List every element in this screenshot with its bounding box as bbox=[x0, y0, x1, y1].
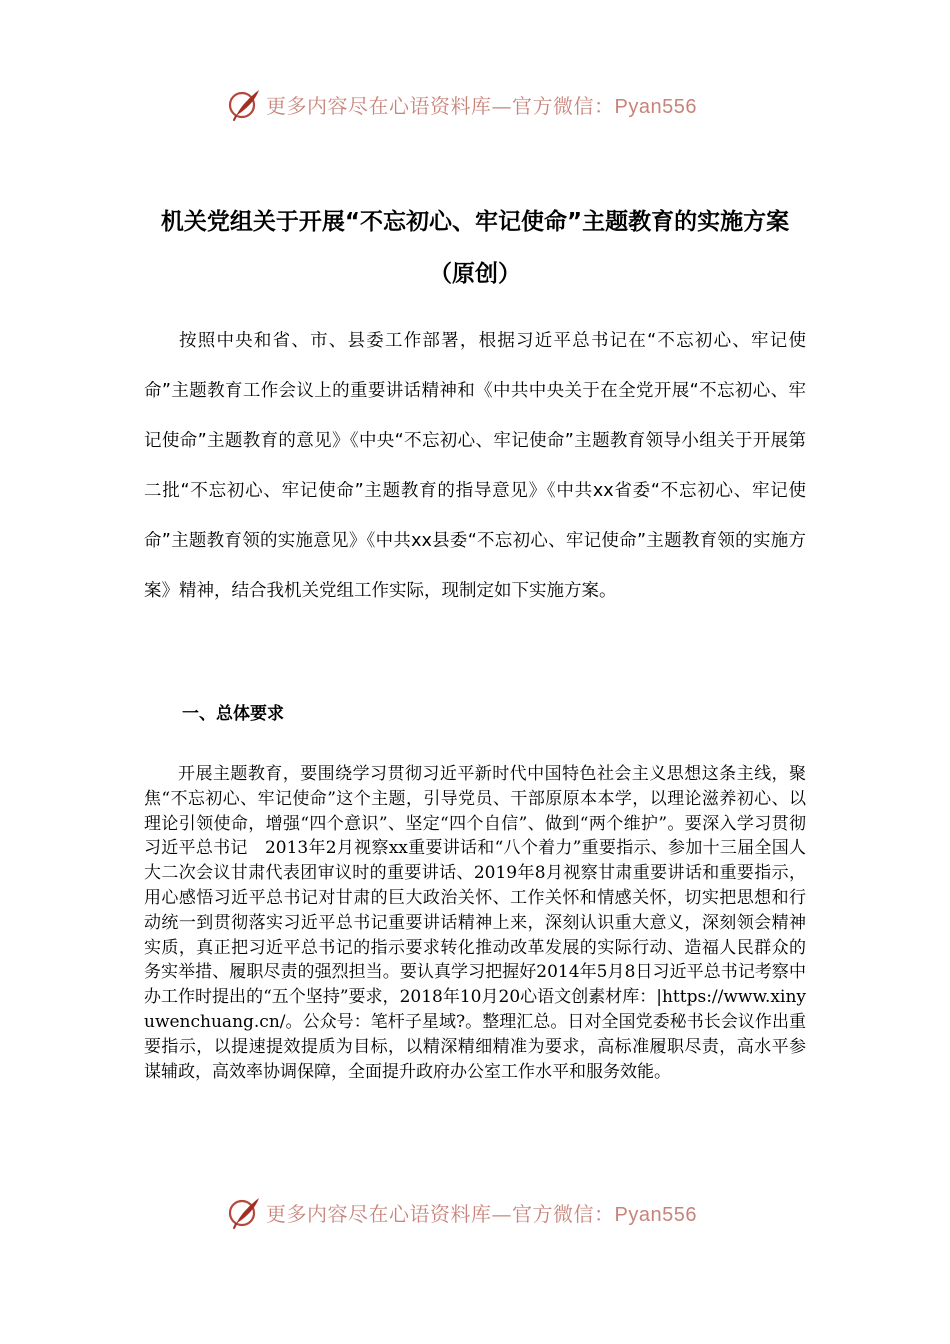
section-body-paragraph: 开展主题教育，要围绕学习贯彻习近平新时代中国特色社会主义思想这条主线，聚焦“不忘初心、牢记使命”这个主题，引导党员、干部原原本本学，以理论滋养初心、以理论引领使命，增强“四个意识”、坚定“四个自信”、做到“两个维护”。要深入学习贯彻习近平总书记 2013年2月视察xx重要讲话和“八个着力”重要指示、参加十三届全国人大二次会议甘肃代表团审议时的重要讲话、2019年8月视察甘肃重要讲话和重要指示，用心感悟习近平总书记对甘肃的巨大政治关怀、工作关怀和情感关怀，切实把思想和行动统一到贯彻落实习近平总书记重要讲话精神上来，深刻认识重大意义，深刻领会精神实质，真正把习近平总书记的指示要求转化推动改革发展的实际行动、造福人民群众的务实举措、履职尽责的强烈担当。要认真学习把握好2014年5月8日习近平总书记考察中办工作时提出的“五个坚持”要求，2018年10月20心语文创素材库：|https://www.xinyuwenchuang.cn/。公众号：笔杆子星域?。整理汇总。日对全国党委秘书长会议作出重要指示，以提速提效提质为目标，以精深精细精准为要求，高标准履职尽责，高水平参谋辅政，高效率协调保障，全面提升政府办公室工作水平和服务效能。 bbox=[144, 764, 806, 1082]
quill-pen-logo-icon bbox=[226, 86, 262, 122]
header-banner bbox=[226, 84, 746, 124]
intro-paragraph: 按照中央和省、市、县委工作部署，根据习近平总书记在“不忘初心、牢记使命”主题教育工作会议上的重要讲话精神和《中共中央关于在全党开展“不忘初心、牢记使命”主题教育的意见》《中央“不忘初心、牢记使命”主题教育领导小组关于开展第二批“不忘初心、牢记使命”主题教育的指导意见》《中共xx省委“不忘初心、牢记使命”主题教育领的实施意见》《中共xx县委“不忘初心、牢记使命”主题教育领的实施方案》精神，结合我机关党组工作实际，现制定如下实施方案。 bbox=[144, 331, 806, 601]
banner-text bbox=[266, 90, 697, 119]
wechat-id: Pyan556 bbox=[614, 95, 697, 118]
banner-slogan: 更多内容尽在心语资料库—官方微信： bbox=[266, 1201, 615, 1226]
document-title: 机关党组关于开展“不忘初心、牢记使命”主题教育的实施方案（原创） bbox=[160, 209, 790, 287]
wechat-id: Pyan556 bbox=[614, 1203, 697, 1226]
banner-text bbox=[266, 1198, 697, 1227]
footer-banner bbox=[226, 1192, 746, 1232]
banner-slogan: 更多内容尽在心语资料库—官方微信： bbox=[266, 93, 615, 118]
section-heading-general-requirements: 一、总体要求 bbox=[182, 704, 284, 724]
quill-pen-logo-icon bbox=[226, 1194, 262, 1230]
